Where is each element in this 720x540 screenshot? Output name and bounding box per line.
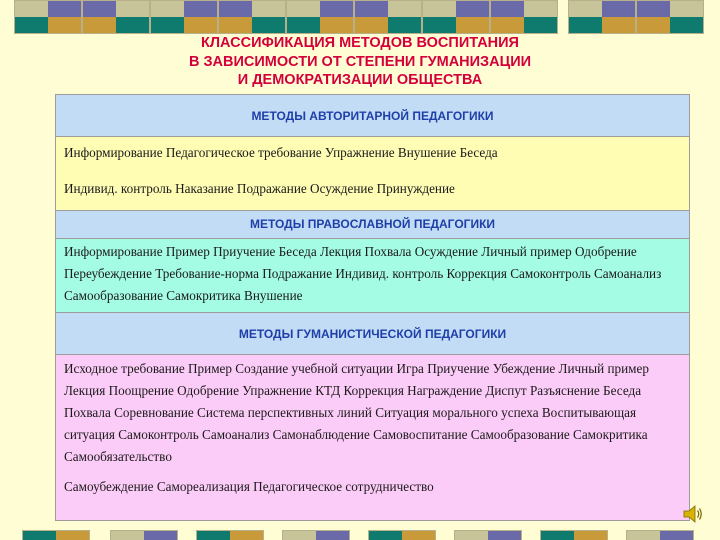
decor-tile bbox=[490, 0, 558, 34]
orthodox-header: МЕТОДЫ ПРАВОСЛАВНОЙ ПЕДАГОГИКИ bbox=[56, 211, 689, 239]
orthodox-methods-text: Информирование Пример Приучение Беседа Лекция Похвала Осуждение Личный пример Одобрение Переубеждение Требование-норма Подражание Индивид. контроль Коррекция Самоконтроль Самоанализ Самообразование Самокритика Внушение bbox=[64, 244, 662, 303]
decor-tile bbox=[626, 530, 694, 540]
decor-tile bbox=[368, 530, 436, 540]
methods-table bbox=[55, 94, 690, 521]
humanistic-methods bbox=[56, 355, 689, 520]
humanistic-methods-text-2: Самоубеждение Самореализация Педагогическое сотрудничество bbox=[64, 479, 434, 494]
top-decoration-strip bbox=[0, 0, 720, 34]
authoritarian-methods-line-2: Индивид. контроль Наказание Подражание Осуждение Принуждение bbox=[64, 181, 455, 196]
decor-tile bbox=[422, 0, 490, 34]
decor-tile bbox=[22, 530, 90, 540]
decor-tile bbox=[110, 530, 178, 540]
authoritarian-header: МЕТОДЫ АВТОРИТАРНОЙ ПЕДАГОГИКИ bbox=[56, 95, 689, 137]
decor-tile bbox=[150, 0, 218, 34]
title-line-1: КЛАССИФИКАЦИЯ МЕТОДОВ ВОСПИТАНИЯ bbox=[201, 35, 519, 51]
decor-tile bbox=[196, 530, 264, 540]
bottom-decoration-strip bbox=[0, 528, 720, 540]
title-line-2: В ЗАВИСИМОСТИ ОТ СТЕПЕНИ ГУМАНИЗАЦИИ bbox=[188, 53, 532, 70]
decor-tile bbox=[540, 530, 608, 540]
authoritarian-methods-line-1: Информирование Педагогическое требование Упражнение Внушение Беседа bbox=[64, 145, 498, 160]
decor-tile bbox=[218, 0, 286, 34]
title-line-3: И ДЕМОКРАТИЗАЦИИ ОБЩЕСТВА bbox=[237, 72, 483, 88]
decor-tile bbox=[454, 530, 522, 540]
decor-tile bbox=[282, 530, 350, 540]
speaker-icon[interactable] bbox=[682, 503, 704, 525]
slide-title bbox=[0, 34, 720, 90]
decor-tile bbox=[354, 0, 422, 34]
decor-tile bbox=[82, 0, 150, 34]
humanistic-header: МЕТОДЫ ГУМАНИСТИЧЕСКОЙ ПЕДАГОГИКИ bbox=[56, 313, 689, 355]
authoritarian-methods bbox=[56, 137, 689, 211]
decor-tile bbox=[14, 0, 82, 34]
orthodox-methods bbox=[56, 239, 689, 313]
humanistic-methods-text: Исходное требование Пример Создание учебной ситуации Игра Приучение Убеждение Личный пример Лекция Поощрение Одобрение Упражнение КТД Коррекция Награждение Диспут Разъяснение Беседа Похвала Соревнование Система перспективных линий Ситуация морального успеха Воспитывающая ситуация Самоконтроль Самоанализ Самонаблюдение Самовоспитание Самообразование Самокритика Самообязательство bbox=[64, 361, 649, 464]
decor-tile bbox=[568, 0, 636, 34]
decor-tile bbox=[636, 0, 704, 34]
decor-tile bbox=[286, 0, 354, 34]
